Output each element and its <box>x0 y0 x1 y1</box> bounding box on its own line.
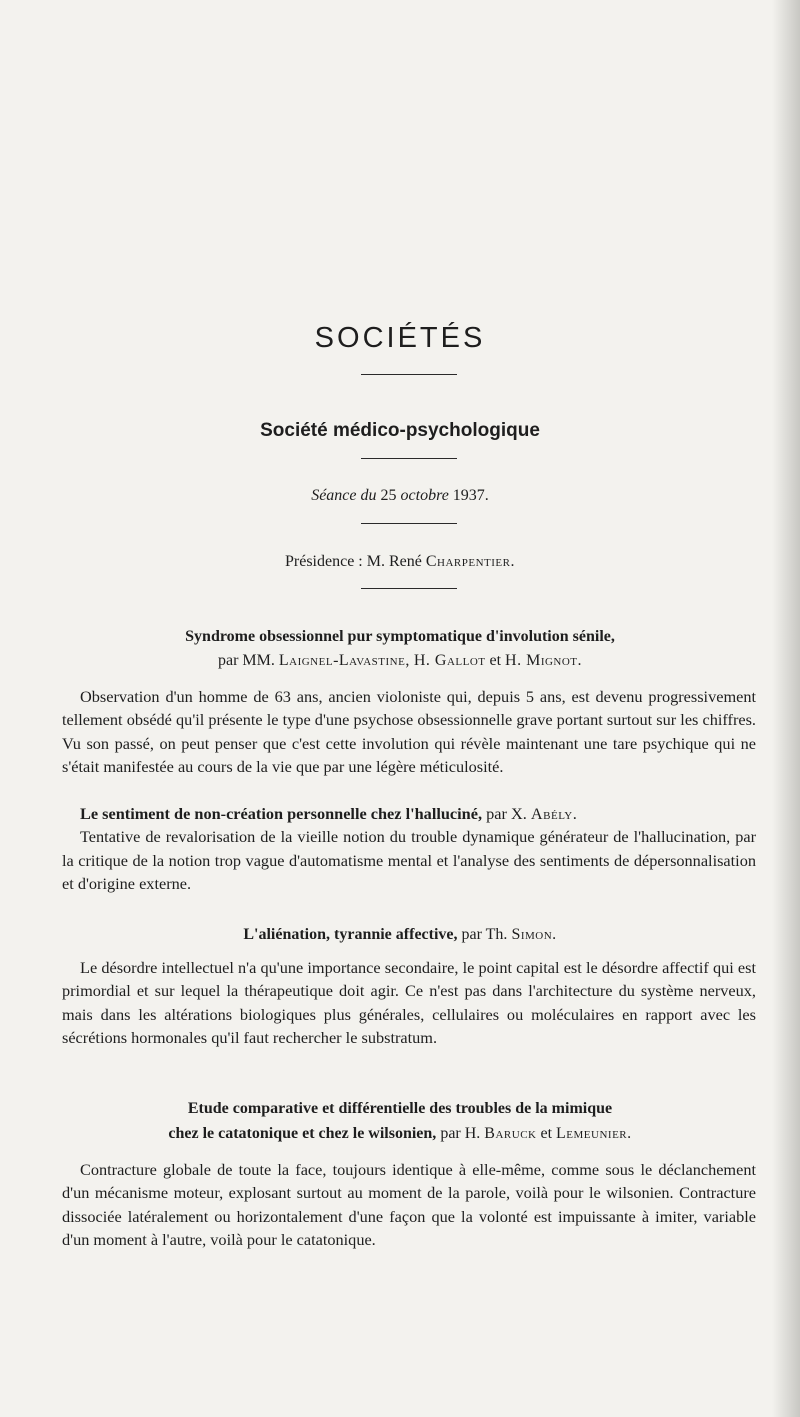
session-month: octobre <box>400 487 449 504</box>
article-1-author: Laignel-Lavastine, <box>278 652 410 669</box>
presidency-line <box>0 553 800 571</box>
article-4-and: et <box>540 1125 553 1142</box>
article-1-and: et <box>489 652 502 669</box>
article-3-body <box>62 956 756 1050</box>
article-2-author: Abély. <box>530 804 578 823</box>
article-1-author: H. Mignot. <box>505 652 583 669</box>
article-3-title <box>0 923 800 947</box>
article-3-by: par Th. <box>461 926 508 943</box>
article-3-text: Le désordre intellectuel n'a qu'une importance secondaire, le point capital est le désordre affectif qui est primordial et sur lequel la thérapeutique doit agir. Ce n'est pas dans l'architecture du système nerveux, mais dans les altérations biologiques plus générales, cellulaires ou moléculaires en rapport avec les sécrétions hormonales qu'il faut rechercher le substratum. <box>62 958 756 1048</box>
article-2-title: Le sentiment de non-création personnelle chez l'halluciné, <box>80 804 483 823</box>
article-4-title <box>0 1097 800 1121</box>
article-2-body <box>62 802 756 896</box>
article-4-body <box>62 1158 756 1252</box>
session-date <box>0 487 800 505</box>
article-1-text: Observation d'un homme de 63 ans, ancien violoniste qui, depuis 5 ans, est devenu progressivement tellement obsédé qu'il présente le type d'une psychose obsessionnelle grave portant surtout sur les chiffres. Vu son passé, on peut penser que c'est cette involution qui révèle maintenant une tare psychique qui ne s'était manifestée au cours de la vie que par une légère méticulosité. <box>62 687 756 777</box>
presidency-label: Présidence : M. René <box>285 553 422 570</box>
president-name: Charpentier. <box>425 553 515 570</box>
article-1-authors <box>0 649 800 673</box>
article-2-by: par X. <box>486 804 527 823</box>
article-4-title-line2: chez le catatonique et chez le wilsonien, <box>168 1125 437 1142</box>
article-3-author: Simon. <box>511 926 557 943</box>
divider <box>361 458 457 459</box>
article-1-body <box>62 685 756 779</box>
article-1-title-text: Syndrome obsessionnel pur symptomatique d'involution sénile, <box>185 628 615 645</box>
session-day: 25 <box>380 487 397 504</box>
article-1-title <box>0 625 800 649</box>
session-label: Séance du <box>311 487 377 504</box>
article-3-title-text: L'aliénation, tyrannie affective, <box>243 926 458 943</box>
article-2-text: Tentative de revalorisation de la vieille notion du trouble dynamique générateur de l'hallucination, par la critique de la notion trop vague d'automatisme mental et l'analyse des sentiments de dépersonnalisation et d'origine externe. <box>62 827 756 894</box>
divider <box>361 588 457 589</box>
article-4-author: Baruck <box>484 1125 537 1142</box>
article-4-title-line1: Etude comparative et différentielle des troubles de la mimique <box>187 1100 613 1117</box>
page-title: SOCIÉTÉS <box>314 322 486 354</box>
article-4-authors <box>0 1122 800 1146</box>
divider <box>361 523 457 524</box>
article-1-by: par MM. <box>217 652 275 669</box>
page-edge-shadow <box>772 0 800 1417</box>
article-4-text: Contracture globale de toute la face, toujours identique à elle-même, comme sous le déclanchement d'un mécanisme moteur, explosant surtout au moment de la parole, voilà pour le wilsonien. Contracture dissociée latéralement ou horizontalement d'une façon que la volonté est impuissante à imiter, variable d'un moment à l'autre, voilà pour le catatonique. <box>62 1160 756 1250</box>
divider <box>361 374 457 375</box>
article-4-author: Lemeunier. <box>556 1125 632 1142</box>
article-4-by: par H. <box>440 1125 481 1142</box>
session-year: 1937. <box>452 487 489 504</box>
society-name: Société médico-psychologique <box>260 420 540 441</box>
article-1-author: H. Gallot <box>413 652 486 669</box>
